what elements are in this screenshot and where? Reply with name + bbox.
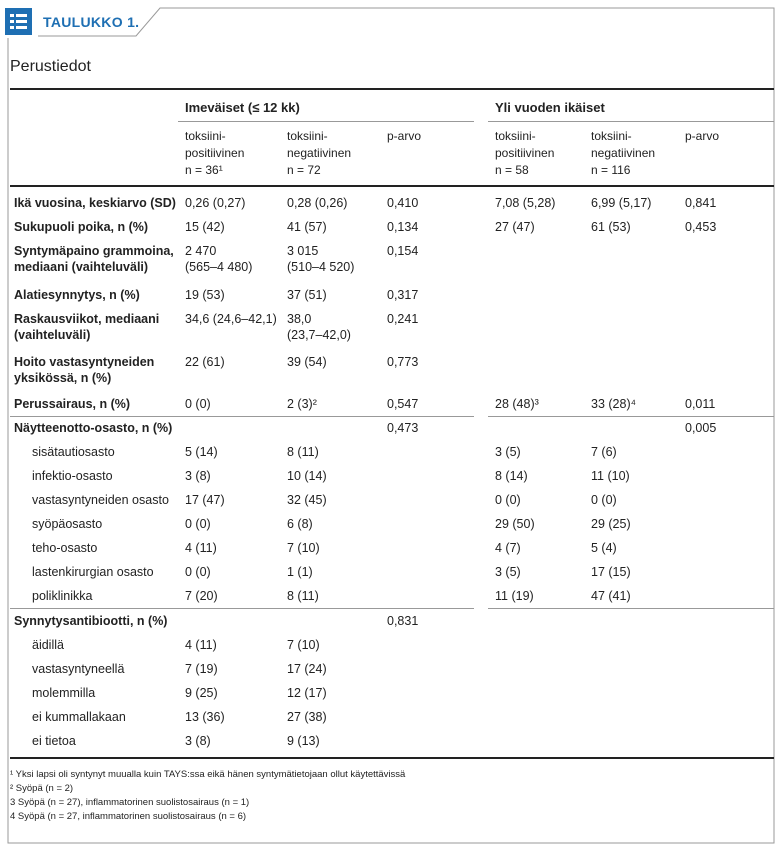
table-title: Perustiedot (10, 58, 91, 75)
table-cell: 0,831 (387, 614, 419, 628)
table-cell: 7 (10) (287, 638, 320, 652)
table-cell: 34,6 (24,6–42,1) (185, 312, 277, 326)
table-cell: 4 (11) (185, 541, 217, 555)
row-label: ei tietoa (32, 734, 76, 748)
table-cell: 4 (7) (495, 541, 521, 555)
cell-line: (23,7–42,0) (287, 328, 351, 342)
row-label: vastasyntyneellä (32, 662, 125, 676)
row-label: lastenkirurgian osasto (32, 565, 154, 579)
group1-rule (178, 121, 474, 122)
table-cell: 0,26 (0,27) (185, 196, 246, 210)
row-label: Alatiesynnytys, n (%) (14, 288, 140, 302)
table-cell: 1 (1) (287, 565, 313, 579)
row-label: vastasyntyneiden osasto (32, 493, 169, 507)
header-line: negatiivinen (591, 146, 656, 160)
table-cell (287, 243, 354, 275)
table-cell: 17 (15) (591, 565, 631, 579)
row-label: teho-osasto (32, 541, 98, 555)
table-cell: 4 (11) (185, 638, 217, 652)
table-cell: 28 (48)³ (495, 397, 539, 411)
header-line: n = 116 (591, 163, 631, 177)
header-line: positiivinen (185, 146, 245, 160)
table-cell: 37 (51) (287, 288, 327, 302)
footnote-3: 3 Syöpä (n = 27), inflammatorinen suolistosairaus (n = 1) (10, 797, 250, 808)
bottom-rule (10, 757, 774, 759)
table-cell: 0,547 (387, 397, 419, 411)
row-label: äidillä (32, 638, 64, 652)
table-cell: 0 (0) (495, 493, 521, 507)
table-cell: 29 (25) (591, 517, 631, 531)
table-cell: 7 (6) (591, 445, 617, 459)
table-cell: 0,473 (387, 421, 419, 435)
table-cell: 0,28 (0,26) (287, 196, 348, 210)
top-rule (10, 88, 774, 90)
table-cell: 17 (24) (287, 662, 327, 676)
group2-title: Yli vuoden ikäiset (495, 100, 605, 115)
table-cell: 5 (4) (591, 541, 617, 555)
row-label: infektio-osasto (32, 469, 113, 483)
table-cell: 0,841 (685, 196, 717, 210)
header-line: p-arvo (387, 129, 422, 143)
table-cell: 11 (19) (495, 589, 534, 603)
footnotes (10, 768, 405, 824)
table-cell: 27 (47) (495, 220, 535, 234)
table-cell: 0 (0) (185, 397, 211, 411)
header-rule (10, 185, 774, 187)
header-line: toksiini- (287, 129, 328, 143)
footnote-2: ² Syöpä (n = 2) (10, 783, 74, 794)
table-cell: 15 (42) (185, 220, 225, 234)
row-label: Hoito vastasyntyneiden yksikössä, n (%) (14, 355, 155, 385)
table-cell: 33 (28)⁴ (591, 397, 636, 411)
table-cell: 0,241 (387, 312, 419, 326)
row-label: Sukupuoli poika, n (%) (14, 220, 149, 234)
table-cell: 6 (8) (287, 517, 313, 531)
row-label: sisätautiosasto (32, 445, 115, 459)
cell-line: 2 470 (185, 244, 217, 258)
table-cell: 8 (11) (287, 445, 319, 459)
row-label: poliklinikka (32, 589, 93, 603)
table-cell: 0,317 (387, 288, 419, 302)
cell-line: 38,0 (287, 312, 312, 326)
table-cell: 0,011 (685, 397, 716, 411)
table-cell: 3 (5) (495, 565, 521, 579)
table-cell: 11 (10) (591, 469, 630, 483)
table-cell: 10 (14) (287, 469, 327, 483)
group2-rule (488, 121, 774, 122)
table-cell: 39 (54) (287, 355, 327, 369)
row-label: ei kummallakaan (32, 710, 126, 724)
table-cell: 0 (0) (185, 565, 211, 579)
header-line: n = 72 (287, 163, 321, 177)
row-label: Raskausviikot, mediaani (vaihteluväli) (14, 312, 160, 342)
table-cell: 47 (41) (591, 589, 631, 603)
table-cell: 3 (8) (185, 734, 211, 748)
table-cell: 0,410 (387, 196, 419, 210)
table-cell: 0,773 (387, 355, 419, 369)
table-cell: 22 (61) (185, 355, 225, 369)
table-cell: 9 (13) (287, 734, 320, 748)
table-cell: 0,005 (685, 421, 717, 435)
table-cell: 0 (0) (591, 493, 617, 507)
table-list-icon (5, 8, 32, 35)
group2-positive-header (495, 128, 554, 179)
header-line: positiivinen (495, 146, 555, 160)
table-number: TAULUKKO 1. (43, 14, 140, 30)
header-line: p-arvo (685, 129, 720, 143)
table-cell: 3 (8) (185, 469, 211, 483)
group1-title: Imeväiset (≤ 12 kk) (185, 100, 300, 115)
cell-line: (510–4 520) (287, 260, 355, 274)
row-label: Synnytysantibiootti, n (%) (14, 614, 168, 628)
table-cell: 8 (14) (495, 469, 528, 483)
group2-p-header (685, 128, 719, 145)
row-label: molemmilla (32, 686, 96, 700)
table-cell: 17 (47) (185, 493, 225, 507)
header-line: toksiini- (591, 129, 632, 143)
row-divider (488, 608, 774, 609)
table-cell: 0,453 (685, 220, 717, 234)
table-cell: 7 (20) (185, 589, 218, 603)
group1-positive-header (185, 128, 244, 179)
footnote-4: 4 Syöpä (n = 27, inflammatorinen suolistosairaus (n = 6) (10, 811, 247, 822)
header-line: n = 58 (495, 163, 529, 177)
table-cell: 61 (53) (591, 220, 631, 234)
table-cell: 3 (5) (495, 445, 521, 459)
table-cell: 19 (53) (185, 288, 225, 302)
table-cell: 6,99 (5,17) (591, 196, 652, 210)
table-cell: 41 (57) (287, 220, 327, 234)
header-line: negatiivinen (287, 146, 352, 160)
table-cell: 27 (38) (287, 710, 327, 724)
row-divider (10, 416, 474, 417)
table-cell: 12 (17) (287, 686, 327, 700)
table-cell: 5 (14) (185, 445, 218, 459)
cell-line: 3 015 (287, 244, 319, 258)
header-line: toksiini- (185, 129, 226, 143)
table-cell: 9 (25) (185, 686, 218, 700)
table-cell: 8 (11) (287, 589, 319, 603)
row-label: syöpäosasto (32, 517, 103, 531)
table-cell: 7 (10) (287, 541, 320, 555)
table-cell (287, 311, 351, 343)
header-line: toksiini- (495, 129, 536, 143)
row-label: Perussairaus, n (%) (14, 397, 131, 411)
group1-p-header (387, 128, 421, 145)
table-cell: 7,08 (5,28) (495, 196, 556, 210)
table-cell: 2 (3)² (287, 397, 317, 411)
row-divider (488, 416, 774, 417)
table-cell: 13 (36) (185, 710, 225, 724)
group2-negative-header (591, 128, 655, 179)
row-divider (10, 608, 474, 609)
table-cell: 0 (0) (185, 517, 211, 531)
row-label: Näytteenotto-osasto, n (%) (14, 421, 173, 435)
footnote-1: ¹ Yksi lapsi oli syntynyt muualla kuin TAYS:ssa eikä hänen syntymätietojaan ollut käytettävissä (10, 769, 406, 780)
header-line: n = 36¹ (185, 163, 223, 177)
table-cell: 32 (45) (287, 493, 327, 507)
table-cell: 0,154 (387, 244, 419, 258)
table-cell: 29 (50) (495, 517, 535, 531)
cell-line: (565–4 480) (185, 260, 253, 274)
group1-negative-header (287, 128, 351, 179)
row-label: Ikä vuosina, keskiarvo (SD) (14, 196, 176, 210)
table-cell: 0,134 (387, 220, 419, 234)
row-label: Syntymäpaino grammoina, mediaani (vaihteluväli) (14, 244, 174, 274)
table-cell: 7 (19) (185, 662, 218, 676)
table-cell (185, 243, 252, 275)
